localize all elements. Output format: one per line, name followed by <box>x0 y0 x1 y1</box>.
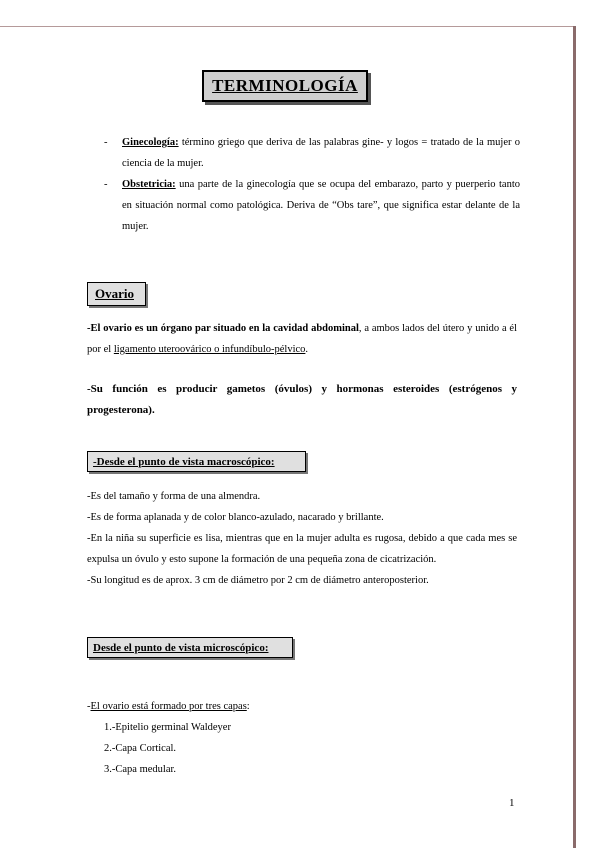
macroscopic-lines <box>87 486 517 591</box>
layer-item: 2.-Capa Cortical. <box>104 743 177 754</box>
definition-item <box>100 174 520 237</box>
page-top-border <box>0 26 576 27</box>
microscopic-heading <box>87 637 293 658</box>
page-title: TERMINOLOGÍA <box>212 76 358 95</box>
layers-intro-end: : <box>246 701 250 712</box>
paragraph-ovario-function: -Su función es producir gametos (óvulos) y hormonas esteroides (estrógenos y progesterona). <box>87 383 517 416</box>
macro-line: -Su longitud es de aprox. 3 cm de diámetro por 2 cm de diámetro anteroposterior. <box>87 575 429 586</box>
definition-term: Ginecología: <box>122 137 179 148</box>
section-heading-text: Ovario <box>95 286 134 301</box>
ligament-term: ligamento uteroovárico o infundíbulo-pélvico <box>113 344 306 355</box>
definitions-list <box>100 132 520 237</box>
definition-text: término griego que deriva de las palabras gine- y logos = tratado de la mujer o ciencia de la mujer. <box>122 137 520 169</box>
macroscopic-heading-text: -Desde el punto de vista macroscópico: <box>93 455 275 468</box>
paragraph-text: , a ambos lados del útero y unido a él por el <box>87 323 518 355</box>
definition-text: una parte de la ginecología que se ocupa del embarazo, parto y puerperio tanto en situación normal como patológica. Deriva de “Obs tare”, que significa estar delante de la mujer. <box>122 179 520 232</box>
macroscopic-heading <box>87 451 306 472</box>
layers-intro-text: El ovario está formado por tres capas <box>90 701 247 712</box>
paragraph-ovario-location <box>87 318 517 360</box>
layer-item: 1.-Epitelio germinal Waldeyer <box>104 722 231 733</box>
macro-line: -Es del tamaño y forma de una almendra. <box>87 491 261 502</box>
macro-line: -Es de forma aplanada y de color blanco-azulado, nacarado y brillante. <box>87 512 384 523</box>
microscopic-heading-text: Desde el punto de vista microscópico: <box>93 641 269 654</box>
paragraph-bold-lead: -El ovario es un órgano par situado en la cavidad abdominal <box>87 323 359 334</box>
layer-item: 3.-Capa medular. <box>104 764 177 775</box>
layers-list <box>104 717 231 780</box>
definition-item <box>100 132 520 174</box>
page-right-border <box>573 26 576 848</box>
layers-intro <box>87 696 517 717</box>
section-heading-ovario <box>87 282 146 306</box>
definition-term: Obstetricia: <box>122 179 176 190</box>
list-bullet: - <box>104 179 108 190</box>
macro-line: -En la niña su superficie es lisa, mientras que en la mujer adulta es rugosa, debido a que cada mes se expulsa un óvulo y esto supone la formación de una pequeña zona de cicatrización. <box>87 533 517 565</box>
list-bullet: - <box>104 137 108 148</box>
page-number: 1 <box>509 797 515 809</box>
paragraph-end: . <box>305 344 309 355</box>
layers-intro-dash: - <box>87 701 91 712</box>
title-box <box>202 70 368 102</box>
